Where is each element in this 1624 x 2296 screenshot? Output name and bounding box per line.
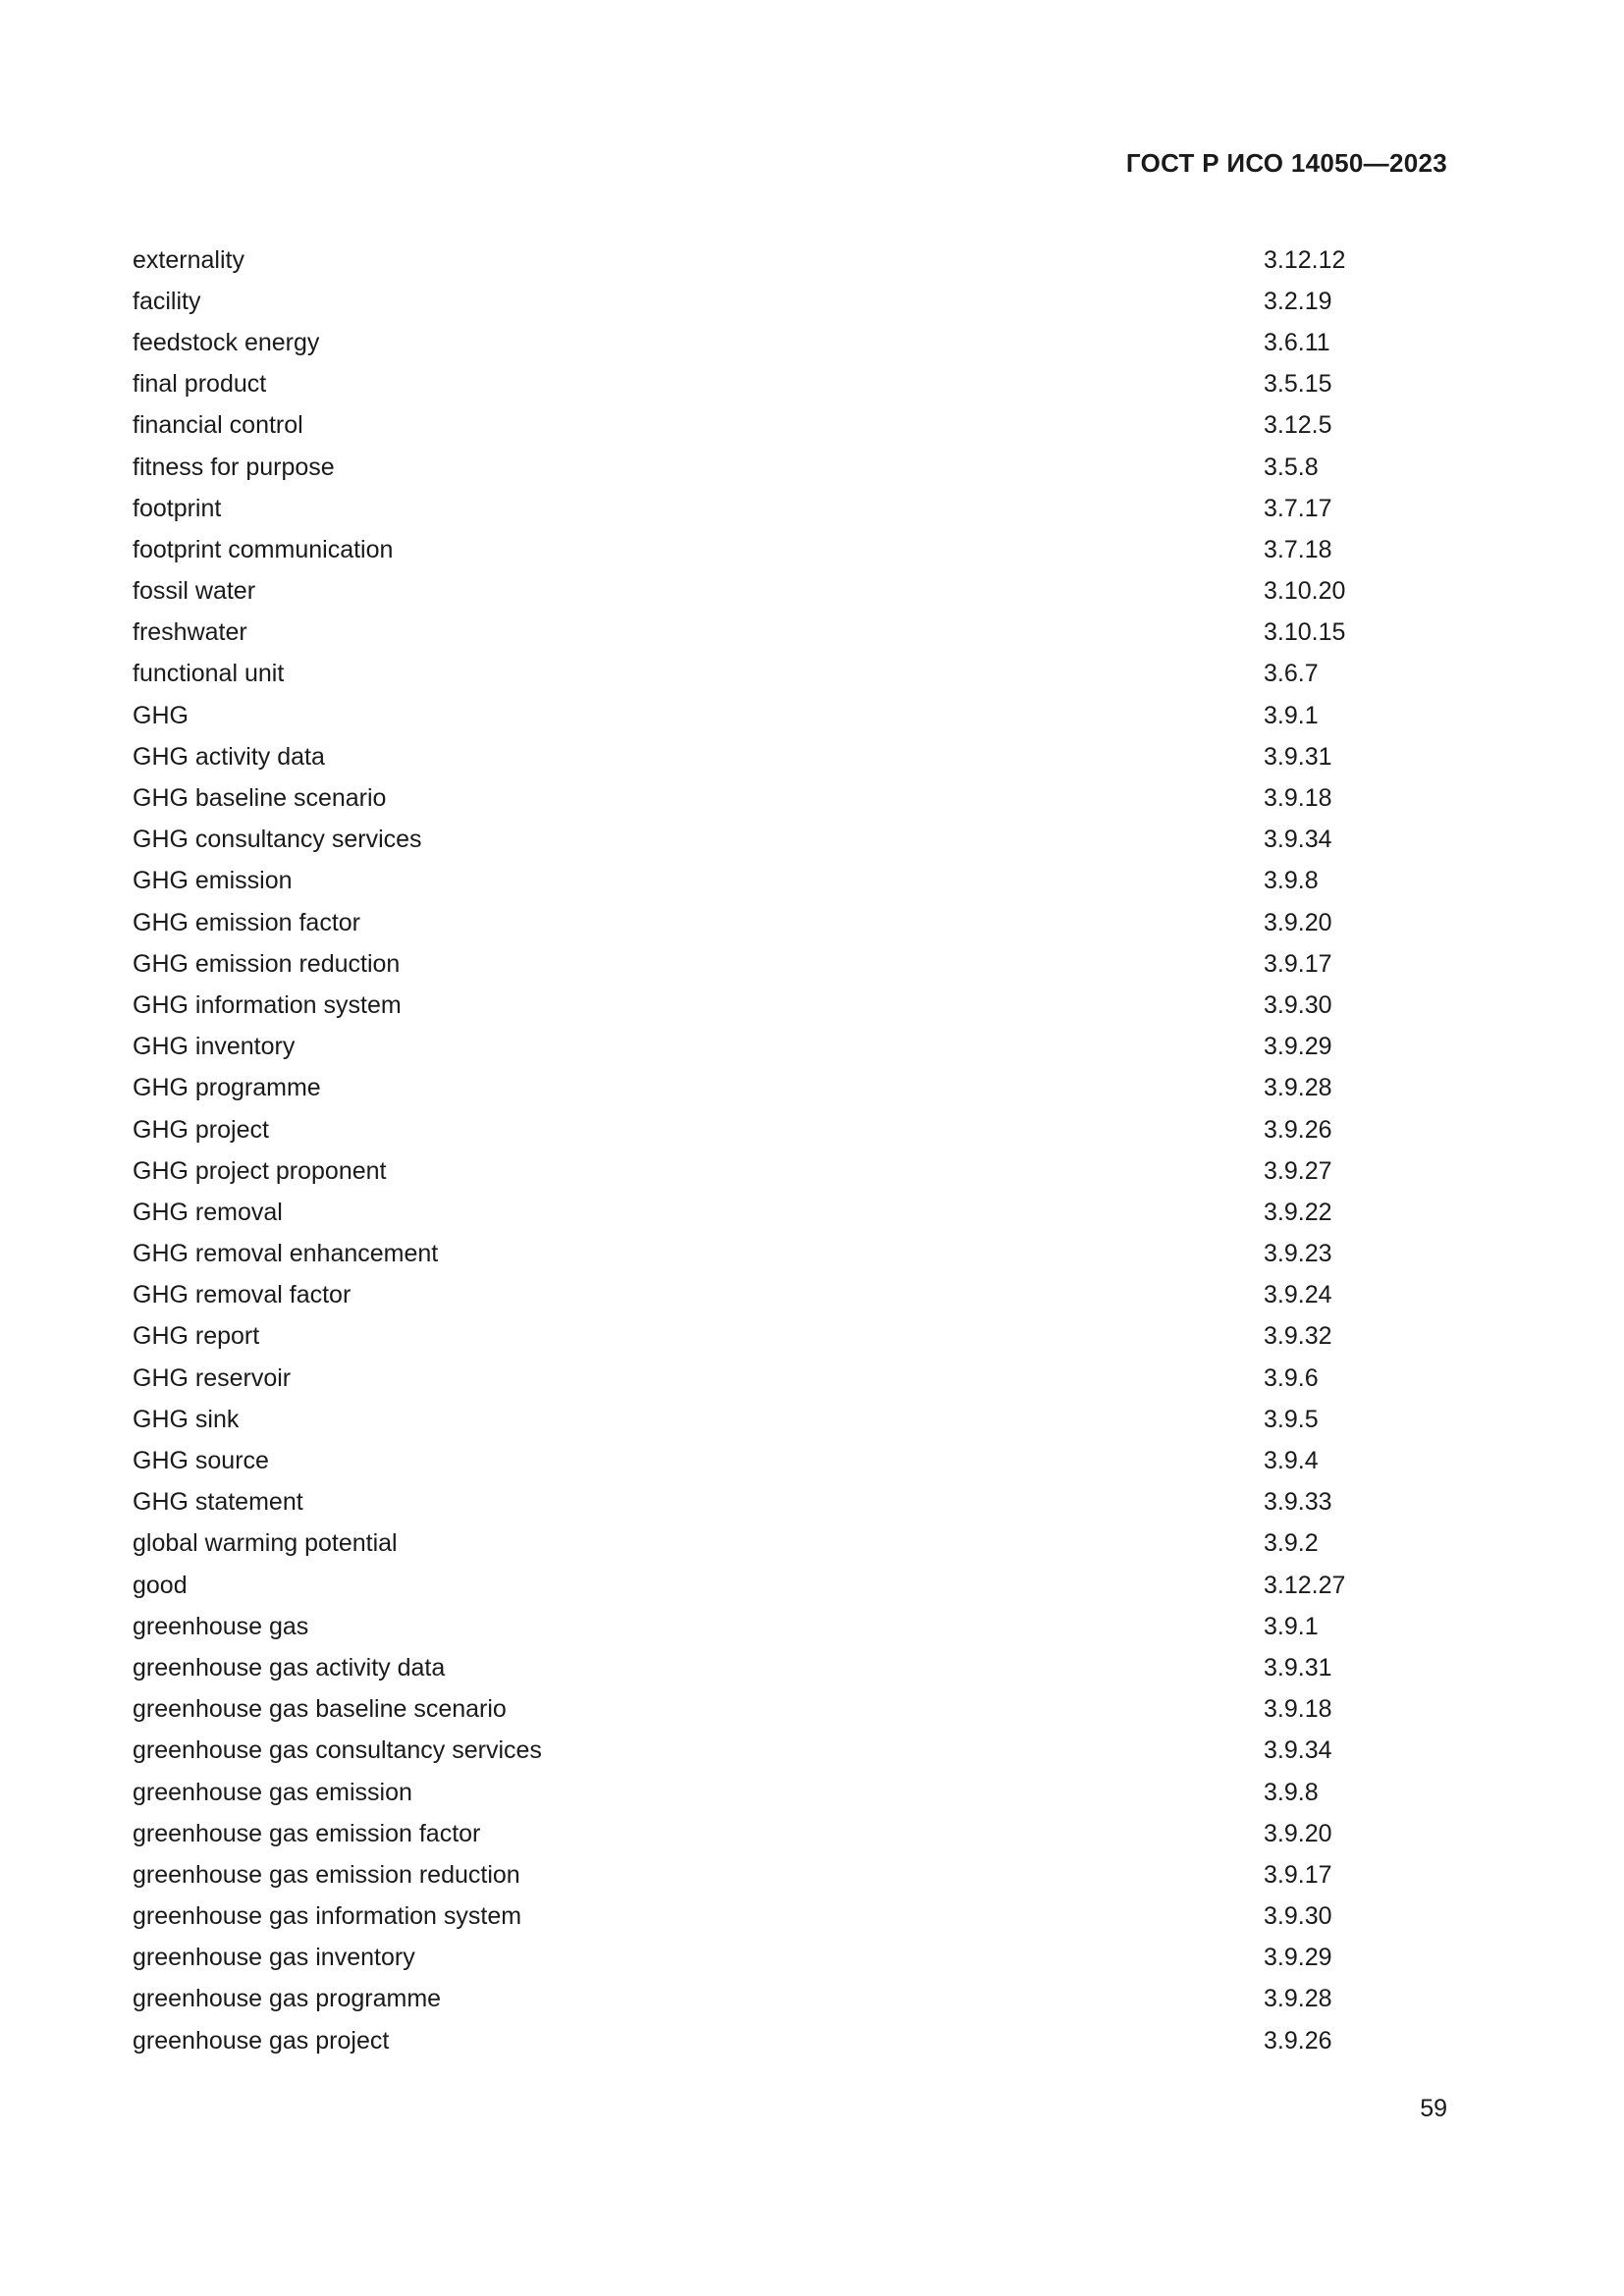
index-term: final product (133, 370, 267, 399)
index-term: GHG sink (133, 1405, 240, 1433)
index-reference-number: 3.9.2 (1264, 1529, 1319, 1558)
index-term: GHG removal enhancement (133, 1240, 439, 1268)
index-term: GHG source (133, 1447, 269, 1475)
index-entry (133, 736, 1350, 777)
index-term: footprint communication (133, 535, 394, 563)
index-term: GHG project (133, 1115, 269, 1144)
index-term: GHG programme (133, 1074, 321, 1102)
index-term: greenhouse gas baseline scenario (133, 1695, 507, 1724)
index-term: greenhouse gas project (133, 2026, 390, 2055)
index-reference-number: 3.9.6 (1264, 1363, 1319, 1392)
index-entry (133, 1772, 1350, 1813)
index-term: facility (133, 287, 201, 315)
index-entry (133, 405, 1350, 447)
index-reference-number: 3.9.20 (1264, 908, 1332, 936)
index-entry (133, 571, 1350, 613)
index-term: greenhouse gas emission (133, 1778, 412, 1806)
index-entry (133, 1150, 1350, 1192)
index-entry (133, 1689, 1350, 1731)
index-reference-number: 3.9.33 (1264, 1488, 1332, 1517)
index-term: greenhouse gas inventory (133, 1944, 415, 1972)
index-term: GHG (133, 701, 189, 729)
index-term: functional unit (133, 660, 285, 688)
index-entry (133, 943, 1350, 985)
index-term: financial control (133, 411, 303, 440)
index-term: GHG statement (133, 1488, 303, 1517)
index-reference-number: 3.9.8 (1264, 1778, 1319, 1806)
index-entry (133, 364, 1350, 405)
index-reference-number: 3.9.27 (1264, 1156, 1332, 1185)
index-reference-number: 3.12.27 (1264, 1571, 1346, 1599)
index-reference-number: 3.9.20 (1264, 1819, 1332, 1847)
index-entry (133, 1399, 1350, 1440)
index-term: fitness for purpose (133, 453, 335, 481)
index-term: fossil water (133, 577, 256, 606)
index-term: feedstock energy (133, 328, 320, 356)
index-term: good (133, 1571, 188, 1599)
index-reference-number: 3.9.34 (1264, 1736, 1332, 1765)
index-entry (133, 1482, 1350, 1523)
index-entry (133, 281, 1350, 322)
index-reference-number: 3.9.29 (1264, 1944, 1332, 1972)
index-reference-number: 3.9.31 (1264, 1653, 1332, 1682)
index-entry (133, 2020, 1350, 2061)
index-reference-number: 3.9.17 (1264, 1860, 1332, 1889)
index-entry (133, 488, 1350, 529)
index-entry (133, 1606, 1350, 1647)
index-entry (133, 1440, 1350, 1481)
index-term: greenhouse gas emission factor (133, 1819, 481, 1847)
index-entry (133, 1731, 1350, 1772)
index-reference-number: 3.9.34 (1264, 826, 1332, 854)
index-term: GHG emission factor (133, 908, 361, 936)
index-entry (133, 1896, 1350, 1938)
index-reference-number: 3.9.18 (1264, 1695, 1332, 1724)
index-reference-number: 3.9.26 (1264, 1115, 1332, 1144)
index-reference-number: 3.2.19 (1264, 287, 1332, 315)
index-entry (133, 1979, 1350, 2020)
index-reference-number: 3.9.23 (1264, 1240, 1332, 1268)
index-term: freshwater (133, 618, 247, 647)
index-term: greenhouse gas activity data (133, 1653, 446, 1682)
index-reference-number: 3.9.5 (1264, 1405, 1319, 1433)
index-term: GHG emission (133, 867, 293, 895)
index-reference-number: 3.9.30 (1264, 1902, 1332, 1931)
index-entry (133, 1565, 1350, 1606)
index-reference-number: 3.9.4 (1264, 1447, 1319, 1475)
index-reference-number: 3.9.28 (1264, 1985, 1332, 2013)
term-index-list (133, 240, 1350, 2061)
index-entry (133, 1275, 1350, 1316)
index-reference-number: 3.9.1 (1264, 701, 1319, 729)
index-term: GHG emission reduction (133, 949, 401, 978)
index-entry (133, 1813, 1350, 1854)
index-entry (133, 1068, 1350, 1109)
index-entry (133, 985, 1350, 1026)
index-reference-number: 3.9.26 (1264, 2026, 1332, 2055)
index-entry (133, 1316, 1350, 1358)
index-entry (133, 322, 1350, 363)
index-term: GHG baseline scenario (133, 784, 387, 813)
index-term: externality (133, 245, 244, 274)
index-entry (133, 447, 1350, 488)
index-reference-number: 3.9.22 (1264, 1198, 1332, 1226)
index-term: greenhouse gas (133, 1612, 309, 1640)
index-reference-number: 3.5.15 (1264, 370, 1332, 399)
index-term: GHG reservoir (133, 1363, 292, 1392)
index-term: greenhouse gas programme (133, 1985, 442, 2013)
index-term: GHG information system (133, 990, 402, 1019)
index-reference-number: 3.9.8 (1264, 867, 1319, 895)
index-reference-number: 3.12.5 (1264, 411, 1332, 440)
index-entry (133, 654, 1350, 695)
index-entry (133, 1854, 1350, 1896)
index-reference-number: 3.9.1 (1264, 1612, 1319, 1640)
page-number: 59 (1420, 2095, 1447, 2122)
index-term: greenhouse gas information system (133, 1902, 522, 1931)
index-reference-number: 3.7.17 (1264, 494, 1332, 522)
index-reference-number: 3.6.11 (1264, 328, 1330, 356)
index-term: GHG report (133, 1322, 260, 1351)
index-term: global warming potential (133, 1529, 398, 1558)
index-entry (133, 695, 1350, 736)
index-reference-number: 3.9.17 (1264, 949, 1332, 978)
index-entry (133, 1647, 1350, 1688)
index-reference-number: 3.10.15 (1264, 618, 1346, 647)
index-term: GHG activity data (133, 742, 325, 771)
index-entry (133, 861, 1350, 902)
index-reference-number: 3.9.28 (1264, 1074, 1332, 1102)
index-reference-number: 3.10.20 (1264, 577, 1346, 606)
index-reference-number: 3.7.18 (1264, 535, 1332, 563)
index-reference-number: 3.9.29 (1264, 1033, 1332, 1061)
index-entry (133, 613, 1350, 654)
index-reference-number: 3.9.30 (1264, 990, 1332, 1019)
index-reference-number: 3.9.18 (1264, 784, 1332, 813)
index-reference-number: 3.12.12 (1264, 245, 1346, 274)
index-term: GHG project proponent (133, 1156, 387, 1185)
index-entry (133, 1358, 1350, 1399)
index-entry (133, 1234, 1350, 1275)
index-reference-number: 3.9.31 (1264, 742, 1332, 771)
index-entry (133, 777, 1350, 819)
index-term: footprint (133, 494, 222, 522)
index-term: greenhouse gas emission reduction (133, 1860, 520, 1889)
index-entry (133, 1109, 1350, 1150)
document-header: ГОСТ Р ИСО 14050—2023 (1125, 148, 1447, 178)
index-entry (133, 1027, 1350, 1068)
index-entry (133, 1938, 1350, 1979)
index-term: GHG removal (133, 1198, 283, 1226)
index-term: GHG removal factor (133, 1281, 352, 1309)
index-reference-number: 3.6.7 (1264, 660, 1319, 688)
index-entry (133, 240, 1350, 281)
index-reference-number: 3.5.8 (1264, 453, 1319, 481)
index-entry (133, 1523, 1350, 1565)
index-entry (133, 820, 1350, 861)
index-term: GHG inventory (133, 1033, 296, 1061)
index-term: greenhouse gas consultancy services (133, 1736, 542, 1765)
index-reference-number: 3.9.32 (1264, 1322, 1332, 1351)
index-reference-number: 3.9.24 (1264, 1281, 1332, 1309)
index-entry (133, 529, 1350, 570)
index-term: GHG consultancy services (133, 826, 422, 854)
index-entry (133, 1192, 1350, 1233)
index-entry (133, 902, 1350, 943)
